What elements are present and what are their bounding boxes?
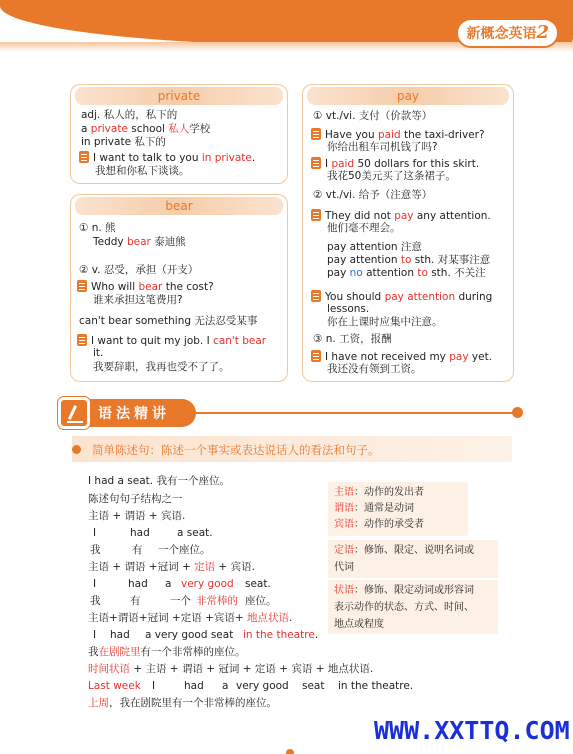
grammar-word-highlight: very good [181,578,234,590]
grammar-word: 一个 [170,595,191,607]
sense-1: ① n. 熊 [79,222,116,234]
def-line: adj. 私人的，私下的 [81,109,178,121]
translation-line: 你在上课时应集中注意。 [327,316,443,328]
grammar-phrase: in the theatre. [243,629,319,641]
page-dot [286,749,294,754]
grammar-row-zh: 上周，我在剧院里有一个非常棒的座位。 [88,697,277,709]
phrase-line: in private 私下的 [81,136,166,148]
phrase-line: pay attention to sth. 对某事注意 [327,254,491,266]
grammar-word: very good [236,680,289,692]
example-icon [79,151,89,163]
translation-line: 我花50美元买了这条裙子。 [327,170,456,182]
grammar-row-zh: 我在剧院里有一个非常棒的座位。 [88,646,246,658]
grammar-row-zh: 我 [90,544,101,556]
card-title: bear [75,197,283,215]
grammar-example: I had a seat. 我有一个座位。 [88,475,230,487]
grammar-word: seat [302,680,325,692]
brand-number: 2 [536,22,549,43]
section-dot [512,407,523,418]
note-line: 定语：修饰、限定、说明名词或 [334,545,474,556]
grammar-word: a [165,578,172,590]
section-title: 语法精讲 [98,406,170,422]
grammar-word: 有 [132,544,143,556]
note-line: 状语：修饰、限定动词或形容词 [334,585,474,596]
example-sentence: I want to talk to you in private. [79,151,255,165]
example-icon [311,350,321,362]
phrase-line: pay attention 注意 [327,241,422,253]
grammar-word: 座位。 [245,595,277,607]
grammar-row-zh: 我 [90,595,101,607]
note-line: 谓语：通常是动词 [334,503,414,514]
note-box-adverbial [328,580,498,634]
grammar-word: seat. [245,578,271,590]
translation-line: 他们毫不理会。 [327,222,401,234]
translation-line: 谁来承担这笔费用? [93,294,183,306]
example-continued: it. [93,347,104,359]
vocab-card-private [70,84,288,184]
example-sentence: I paid 50 dollars for this skirt. [311,157,479,171]
grammar-word: I [152,680,156,692]
example-icon [311,209,321,221]
note-box-roles [328,482,468,536]
note-line: 表示动作的状态、方式、时间、 [334,602,474,613]
grammar-word: 有 [130,595,141,607]
example-icon [77,280,87,292]
example-sentence: Have you paid the taxi-driver? [311,128,485,142]
example-line: Teddy bear 泰迪熊 [93,236,186,248]
grammar-row-en: Last week [88,680,141,692]
note-line: 代词 [334,562,354,573]
watermark: WWW.XXTTQ.COM [374,716,570,745]
example-sentence: I have not received my pay yet. [311,350,492,364]
grammar-word: had [184,680,204,692]
grammar-word: had [128,578,148,590]
card-title: pay [307,87,509,105]
vocab-card-bear [70,194,288,382]
grammar-word: 一个座位。 [158,544,211,556]
example-sentence: You should pay attention during [311,290,492,304]
topic-text: 简单陈述句：陈述一个事实或表达说话人的看法和句子。 [92,443,380,457]
grammar-pattern: 主语+谓语+冠词 +定语 +宾语+ 地点状语. [88,612,293,624]
grammar-row-en: I [93,578,97,590]
card-title: private [75,87,283,105]
phrase-line: pay no attention to sth. 不关注 [327,267,486,279]
vocab-card-pay [302,84,514,382]
grammar-word-highlight: 非常棒的 [196,595,238,607]
example-sentence: Who will bear the cost? [77,280,214,294]
grammar-pattern: 时间状语 + 主语 + 谓语 + 冠词 + 定语 + 宾语 + 地点状语. [88,663,374,675]
grammar-word: had [130,527,150,539]
grammar-row-en: I [93,629,97,641]
translation-line: 我要辞职，我再也受不了了。 [93,361,230,373]
topic-bullet [72,445,81,454]
example-icon [311,157,321,169]
grammar-pattern: 主语 + 谓语 + 宾语. [88,510,186,522]
pencil-icon [58,397,90,429]
brand-badge [456,18,559,48]
example-icon [77,334,87,346]
sense-3: ③ n. 工资，报酬 [313,333,392,345]
grammar-pattern: 主语 + 谓语 +冠词 + 定语 + 宾语. [88,561,255,573]
grammar-heading: 陈述句句子结构之一 [88,493,183,505]
sense-2: ② vt./vi. 给予（注意等） [313,189,433,201]
grammar-word: a very good seat [145,629,234,641]
note-line: 宾语：动作的承受者 [334,519,424,530]
translation-line: 你给出租车司机钱了吗? [327,141,438,153]
grammar-row-en: I [93,527,97,539]
sense-1: ① vt./vi. 支付（价款等） [313,110,433,122]
grammar-word: in the theatre. [338,680,414,692]
translation-line: 我想和你私下谈谈。 [95,165,190,177]
translation-line: 我还没有领到工资。 [327,363,422,375]
brand-text: 新概念英语 [466,26,537,42]
note-line: 主语：动作的发出者 [334,487,424,498]
example-line: a private school 私人学校 [81,123,211,135]
phrase-line: can't bear something 无法忍受某事 [79,315,258,327]
section-divider [196,412,514,414]
example-sentence: They did not pay any attention. [311,209,491,223]
example-continued: lessons. [327,303,370,315]
grammar-word: had [110,629,130,641]
example-icon [311,290,321,302]
note-line: 地点或程度 [334,619,384,630]
example-sentence: I want to quit my job. I can't bear [77,334,266,348]
example-icon [311,128,321,140]
sense-2: ② v. 忍受，承担（开支） [79,264,199,276]
grammar-word: a seat. [177,527,213,539]
note-box-attribute [328,540,498,578]
grammar-word: a [222,680,229,692]
